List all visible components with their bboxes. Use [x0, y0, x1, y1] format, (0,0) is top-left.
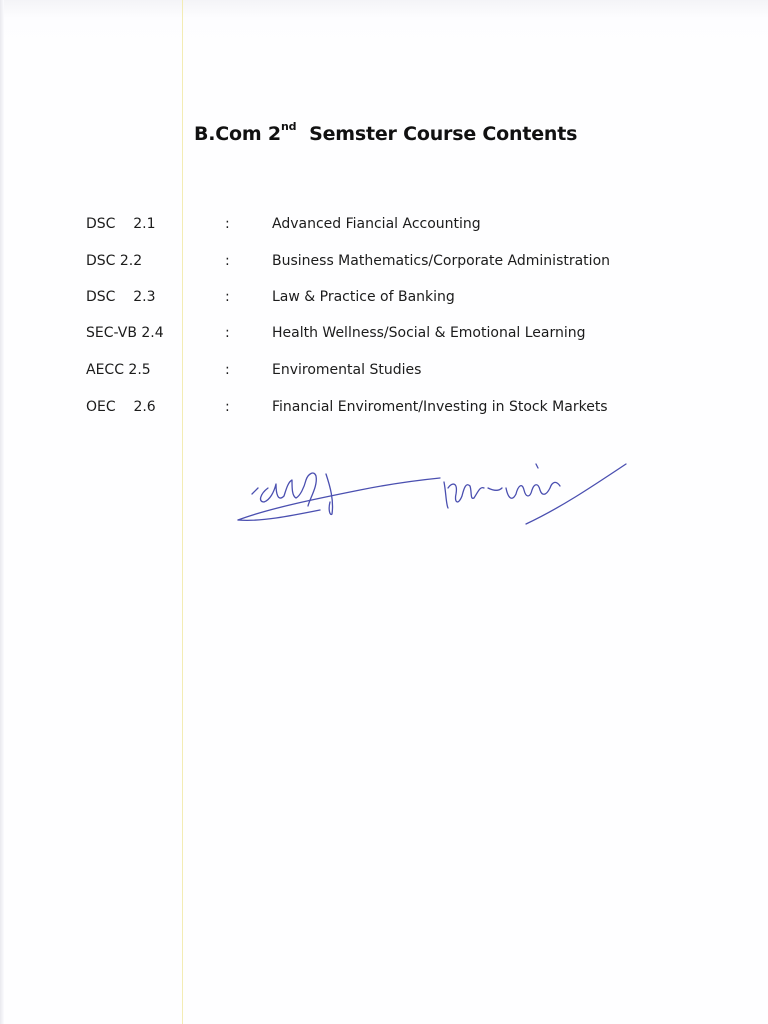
course-name: Advanced Fiancial Accounting	[272, 216, 481, 232]
course-separator: :	[225, 325, 230, 341]
course-code: DSC 2.1	[86, 216, 156, 232]
course-row	[0, 289, 768, 311]
page-edge-shadow	[0, 0, 4, 1024]
course-separator: :	[225, 399, 230, 415]
course-separator: :	[225, 216, 230, 232]
course-row	[0, 325, 768, 347]
course-separator: :	[225, 289, 230, 305]
handwritten-signatures	[230, 452, 640, 542]
title-rest: Semster Course Contents	[309, 123, 578, 145]
title-superscript: nd	[280, 120, 297, 133]
course-name: Enviromental Studies	[272, 362, 422, 378]
course-row	[0, 399, 768, 421]
course-name: Law & Practice of Banking	[272, 289, 455, 305]
course-name: Health Wellness/Social & Emotional Learning	[272, 325, 586, 341]
course-code: SEC-VB 2.4	[86, 325, 164, 341]
course-code: OEC 2.6	[86, 399, 156, 415]
course-code: DSC 2.2	[86, 253, 143, 269]
course-code: AECC 2.5	[86, 362, 151, 378]
course-separator: :	[225, 362, 230, 378]
course-row	[0, 362, 768, 384]
course-code: DSC 2.3	[86, 289, 156, 305]
course-name: Financial Enviroment/Investing in Stock Markets	[272, 399, 608, 415]
course-name: Business Mathematics/Corporate Administration	[272, 253, 611, 269]
course-row	[0, 253, 768, 275]
page-title	[194, 120, 577, 145]
course-separator: :	[225, 253, 230, 269]
margin-line	[182, 0, 183, 1024]
course-row	[0, 216, 768, 238]
title-main: B.Com 2	[194, 123, 281, 145]
